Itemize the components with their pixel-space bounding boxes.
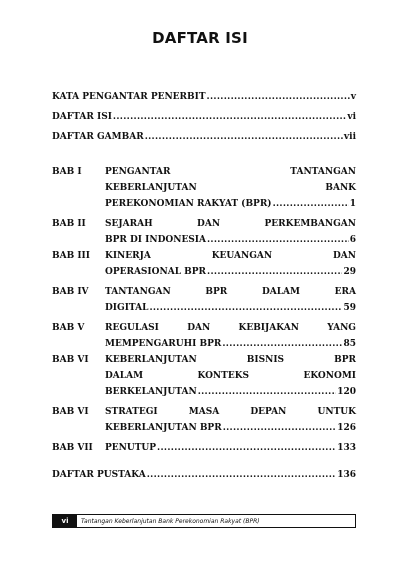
chapter-title-word: DAN [332, 251, 356, 261]
chapter-title-word: EKONOMI [303, 371, 356, 381]
chapter-title-line [105, 404, 356, 420]
chapter-title-lines [105, 216, 356, 248]
chapter-number: BAB II [52, 219, 86, 229]
chapter-number: BAB III [52, 251, 90, 261]
chapter-number: BAB VII [52, 443, 93, 453]
chapter-title-line [105, 248, 356, 264]
footer-page-number: vi [53, 515, 77, 527]
chapter-title-line [105, 216, 356, 232]
chapter-title-end: MEMPENGARUHI BPR [105, 339, 222, 349]
chapter-title-word: DEPAN [250, 407, 287, 417]
chapter-title-word: DALAM [261, 287, 300, 297]
chapter-title-word: YANG [327, 323, 356, 333]
chapter-title-last-line [105, 420, 356, 436]
chapter-title-lines [105, 164, 356, 212]
chapter-title-end: PEREKONOMIAN RAKYAT (BPR) [105, 199, 272, 209]
chapter-title-last-line [105, 264, 356, 280]
chapter-number: BAB V [52, 323, 85, 333]
chapter-title-lines [105, 284, 356, 316]
toc-page-number: 59 [343, 303, 356, 313]
toc-leader-dots [198, 384, 337, 400]
chapter-title-word: DAN [187, 323, 211, 333]
toc-entry-title: DAFTAR ISI [52, 112, 112, 122]
toc-entry[interactable] [52, 89, 356, 105]
chapter-title-line [105, 284, 356, 300]
chapter-title-word: BANK [325, 183, 356, 193]
toc-page-number: vi [347, 112, 356, 122]
toc-entry-title: KATA PENGANTAR PENERBIT [52, 92, 206, 102]
chapter-title-word: REGULASI [105, 323, 159, 333]
toc-leader-dots [145, 129, 343, 145]
chapter-title-lines [105, 440, 356, 456]
chapter-title-line [105, 180, 356, 196]
toc-leader-dots [222, 336, 342, 352]
chapter-title-word: KEBERLANJUTAN [105, 355, 197, 365]
chapter-title-word: MASA [188, 407, 220, 417]
toc-page-number: 120 [337, 387, 356, 397]
chapter-title-end: PENUTUP [105, 443, 157, 453]
chapter-title-word: KEBERLANJUTAN [105, 183, 197, 193]
chapter-title-word: KEUANGAN [211, 251, 273, 261]
toc-page-number: 6 [349, 235, 356, 245]
chapter-title-lines [105, 352, 356, 400]
chapter-title-word: PENGANTAR [105, 167, 171, 177]
chapter-title-word: KONTEKS [197, 371, 250, 381]
chapter-title-last-line [105, 232, 356, 248]
page-title: DAFTAR ISI [152, 29, 248, 47]
chapter-title-word: DAN [197, 219, 221, 229]
chapter-title-word: BISNIS [246, 355, 285, 365]
toc-leader-dots [113, 109, 346, 125]
footer-book-title: Tantangan Keberlanjutan Bank Perekonomian Rakyat (BPR) [81, 517, 260, 525]
toc-page-number: 133 [337, 443, 356, 453]
toc-leader-dots [207, 232, 349, 248]
toc-page-number: 29 [343, 267, 356, 277]
toc-entry-title: DAFTAR PUSTAKA [52, 470, 146, 480]
chapter-title-end: DIGITAL [105, 303, 149, 313]
chapter-title-end: BERKELANJUTAN [105, 387, 197, 397]
chapter-number: BAB IV [52, 287, 89, 297]
toc-leader-dots [149, 300, 342, 316]
chapter-title-lines [105, 404, 356, 436]
chapter-title-word: TANTANGAN [290, 167, 356, 177]
toc-entry[interactable] [52, 109, 356, 125]
chapter-title-line [105, 368, 356, 384]
toc-page-number: vii [343, 132, 356, 142]
toc-leader-dots [207, 89, 350, 105]
chapter-title-last-line [105, 196, 356, 212]
toc-entry[interactable] [52, 129, 356, 145]
chapter-title-line [105, 320, 356, 336]
chapter-title-lines [105, 320, 356, 352]
chapter-title-word: DALAM [105, 371, 144, 381]
toc-entry[interactable] [52, 467, 356, 483]
chapter-title-last-line [105, 440, 356, 456]
chapter-title-end: OPERASIONAL BPR [105, 267, 207, 277]
toc-page-number: 1 [349, 199, 356, 209]
chapter-title-last-line [105, 300, 356, 316]
chapter-title-word: STRATEGI [105, 407, 158, 417]
chapter-title-line [105, 352, 356, 368]
chapter-title-word: UNTUK [317, 407, 356, 417]
toc-page-number: v [350, 92, 356, 102]
toc-leader-dots [157, 440, 336, 456]
chapter-number: BAB I [52, 167, 82, 177]
chapter-title-last-line [105, 384, 356, 400]
toc-entry-title: DAFTAR GAMBAR [52, 132, 144, 142]
toc-page-number: 126 [337, 423, 356, 433]
chapter-number: BAB VI [52, 355, 89, 365]
chapter-title-word: KEBIJAKAN [238, 323, 299, 333]
chapter-title-word: PERKEMBANGAN [264, 219, 356, 229]
toc-leader-dots [147, 467, 336, 483]
chapter-title-lines [105, 248, 356, 280]
chapter-title-last-line [105, 336, 356, 352]
chapter-title-end: BPR DI INDONESIA [105, 235, 206, 245]
chapter-title-word: BPR [334, 355, 356, 365]
chapter-title-word: SEJARAH [105, 219, 153, 229]
toc-page-number: 136 [337, 470, 356, 480]
chapter-title-word: KINERJA [105, 251, 151, 261]
chapter-title-word: TANTANGAN [105, 287, 171, 297]
chapter-title-word: BPR [205, 287, 228, 297]
chapter-number: BAB VI [52, 407, 89, 417]
chapter-title-word: ERA [334, 287, 356, 297]
toc-leader-dots [223, 420, 337, 436]
toc-page-number: 85 [343, 339, 356, 349]
page-footer [52, 514, 356, 528]
toc-leader-dots [207, 264, 342, 280]
chapter-title-end: KEBERLANJUTAN BPR [105, 423, 222, 433]
toc-leader-dots [273, 196, 349, 212]
chapter-title-line [105, 164, 356, 180]
